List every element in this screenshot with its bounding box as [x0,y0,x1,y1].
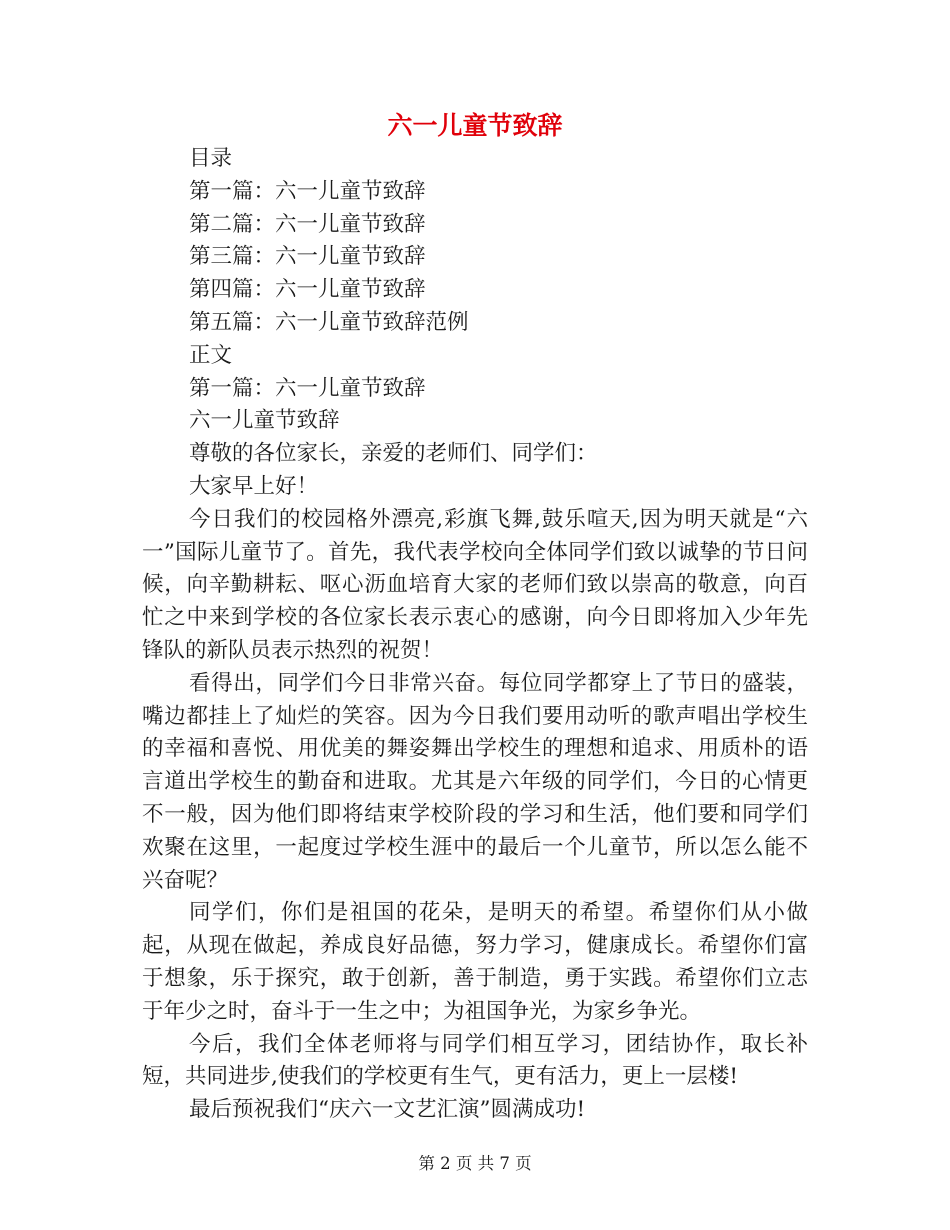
toc-heading: 目录 [189,146,233,171]
paragraph: 看得出，同学们今日非常兴奋。每位同学都穿上了节日的盛装，嘴边都挂上了灿烂的笑容。因为今日我们要用动听的歌声唱出学校生的幸福和喜悦、用优美的舞姿舞出学校生的理想和追求、用质朴的语言道出学校生的勤奋和进取。尤其是六年级的同学们，今日的心情更不一般，因为他们即将结束学校阶段的学习和生活，他们要和同学们欢聚在这里，一起度过学校生涯中的最后一个儿童节，所以怎么能不兴奋呢？ [142,670,808,893]
page-footer: 第 2 页 共 7 页 [418,1154,532,1173]
paragraph: 今日我们的校园格外漂亮,彩旗飞舞,鼓乐喧天,因为明天就是“六一”国际儿童节了。首先，我代表学校向全体同学们致以诚挚的节日问候，向辛勤耕耘、呕心沥血培育大家的老师们致以崇高的敬意，向百忙之中来到学校的各位家长表示衷心的感谢，向今日即将加入少年先锋队的新队员表示热烈的祝贺！ [142,506,808,663]
toc-item: 第五篇：六一儿童节致辞范例 [189,309,469,335]
speech-title: 六一儿童节致辞 [189,408,340,434]
greeting: 大家早上好！ [189,473,319,499]
document-title: 六一儿童节致辞 [387,111,563,140]
toc-item: 第二篇：六一儿童节致辞 [189,211,426,237]
paragraph: 最后预祝我们“庆六一文艺汇演”圆满成功! [189,1097,586,1123]
salutation: 尊敬的各位家长，亲爱的老师们、同学们： [189,441,598,467]
chapter-heading: 第一篇：六一儿童节致辞 [189,375,426,401]
paragraph: 同学们，你们是祖国的花朵，是明天的希望。希望你们从小做起，从现在做起，养成良好品德，努力学习，健康成长。希望你们富于想象，乐于探究，敢于创新，善于制造，勇于实践。希望你们立志于年少之时，奋斗于一生之中；为祖国争光，为家乡争光。 [142,900,808,1024]
paragraph: 今后，我们全体老师将与同学们相互学习，团结协作，取长补短，共同进步,使我们的学校更有生气，更有活力，更上一层楼! [142,1031,808,1090]
toc-item: 第一篇：六一儿童节致辞 [189,178,426,204]
body-heading: 正文 [189,342,233,368]
toc-item: 第三篇：六一儿童节致辞 [189,244,426,270]
document-body [142,143,808,1127]
toc-item: 第四篇：六一儿童节致辞 [189,277,426,303]
